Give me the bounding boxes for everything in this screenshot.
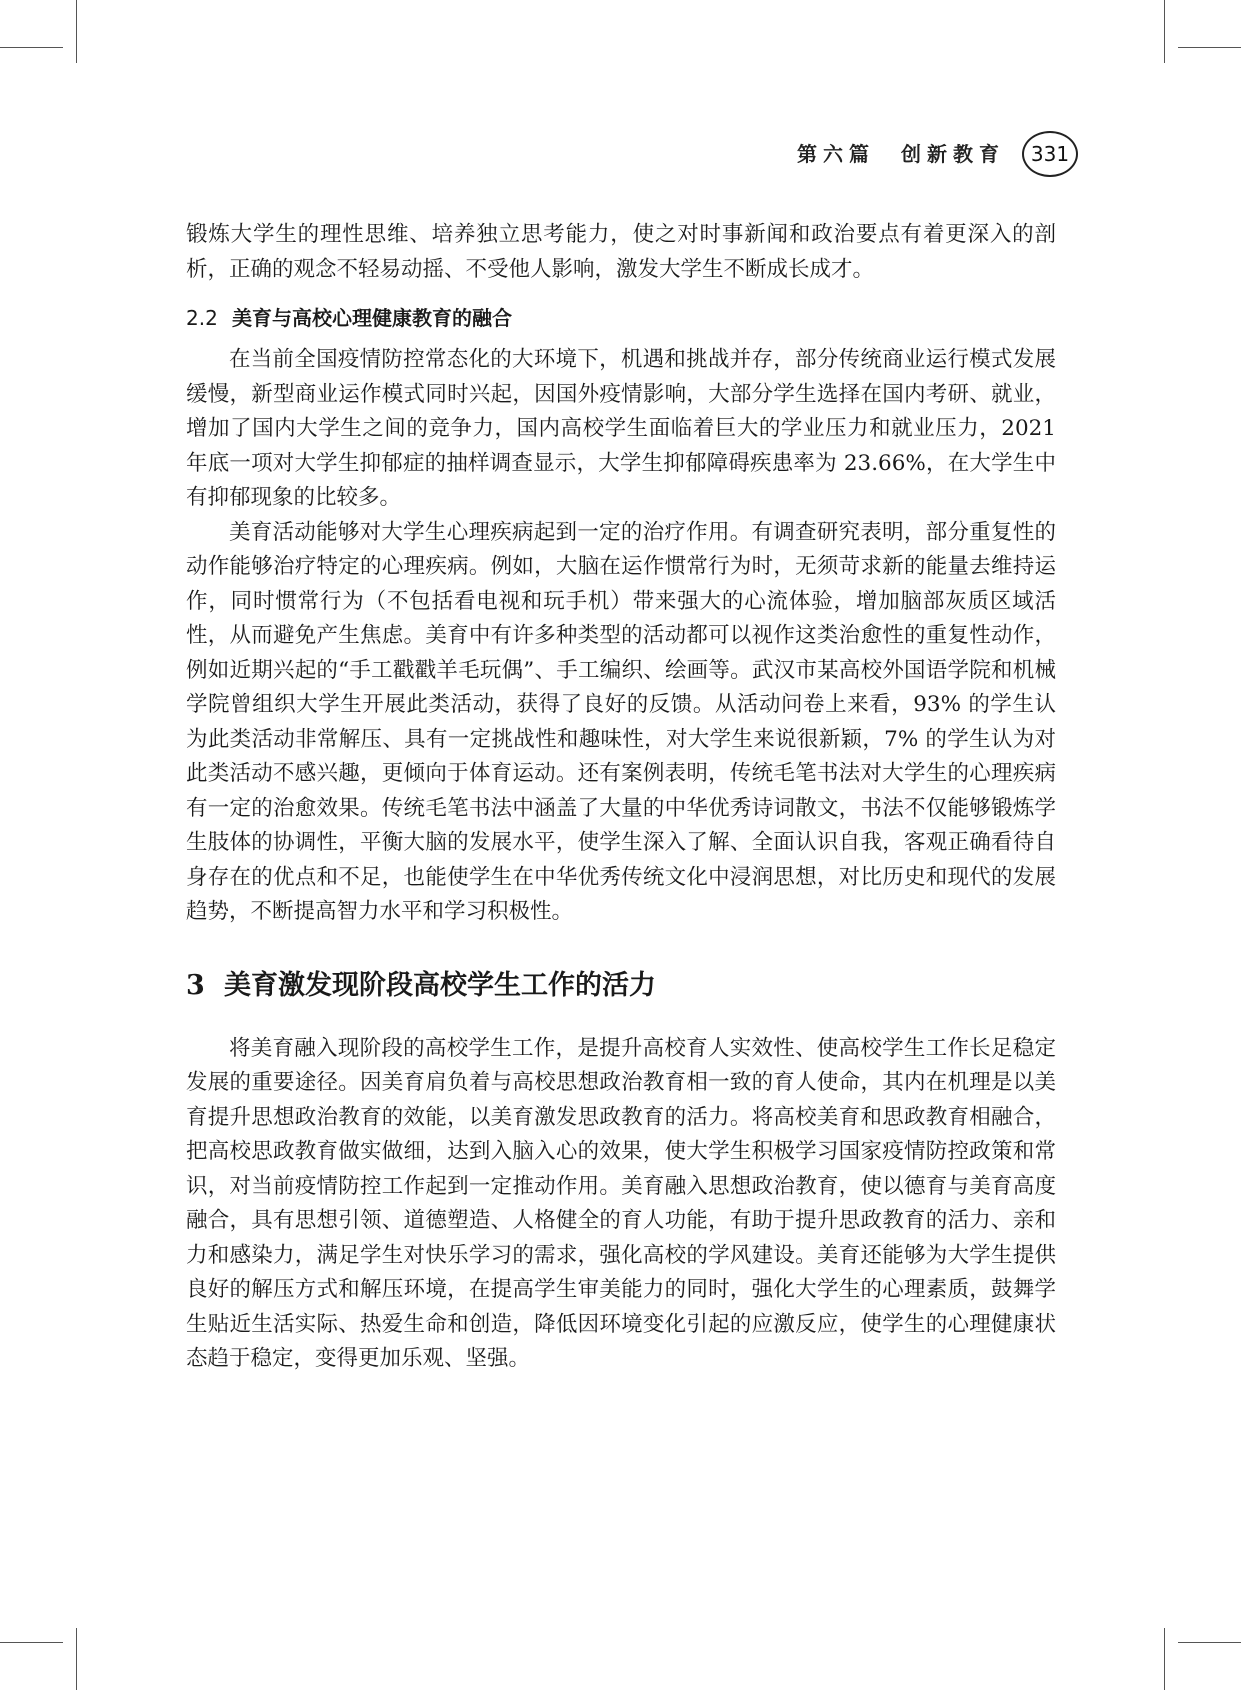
section-number: 3 [186,969,205,1001]
crop-mark-top-right-vertical [1164,0,1165,63]
subsection-number: 2.2 [186,306,218,330]
crop-mark-bottom-right-horizontal [1178,1642,1241,1643]
crop-mark-top-right-horizontal [1178,47,1241,48]
crop-mark-bottom-left-horizontal [0,1642,63,1643]
section-title: 美育激发现阶段高校学生工作的活力 [224,969,656,1001]
subsection-heading [186,303,1056,333]
page-number-badge: 331 [1022,131,1078,177]
running-header-section-title: 第六篇 创新教育 [797,142,1005,166]
crop-mark-bottom-left-vertical [76,1628,77,1690]
paragraph-3: 将美育融入现阶段的高校学生工作，是提升高校育人实效性、使高校学生工作长足稳定发展的重要途径。因美育肩负着与高校思想政治教育相一致的育人使命，其内在机理是以美育提升思想政治教育的效能，以美育激发思政教育的活力。将高校美育和思政教育相融合，把高校思政教育做实做细，达到入脑入心的效果，使大学生积极学习国家疫情防控政策和常识，对当前疫情防控工作起到一定推动作用。美育融入思想政治教育，使以德育与美育高度融合，具有思想引领、道德塑造、人格健全的育人功能，有助于提升思政教育的活力、亲和力和感染力，满足学生对快乐学习的需求，强化高校的学风建设。美育还能够为大学生提供良好的解压方式和解压环境，在提高学生审美能力的同时，强化大学生的心理素质，鼓舞学生贴近生活实际、热爱生命和创造，降低因环境变化引起的应激反应，使学生的心理健康状态趋于稳定，变得更加乐观、坚强。 [186,1035,1056,1371]
section-heading [186,966,1056,1006]
paragraph-2: 美育活动能够对大学生心理疾病起到一定的治疗作用。有调查研究表明，部分重复性的动作能够治疗特定的心理疾病。例如，大脑在运作惯常行为时，无须苛求新的能量去维持运作，同时惯常行为（不包括看电视和玩手机）带来强大的心流体验，增加脑部灰质区域活性，从而避免产生焦虑。美育中有许多种类型的活动都可以视作这类治愈性的重复性动作，例如近期兴起的“手工戳戳羊毛玩偶”、手工编织、绘画等。武汉市某高校外国语学院和机械学院曾组织大学生开展此类活动，获得了良好的反馈。从活动问卷上来看，93% 的学生认为此类活动非常解压、具有一定挑战性和趣味性，对大学生来说很新颖，7% 的学生认为对此类活动不感兴趣，更倾向于体育运动。还有案例表明，传统毛笔书法对大学生的心理疾病有一定的治愈效果。传统毛笔书法中涵盖了大量的中华优秀诗词散文，书法不仅能够锻炼学生肢体的协调性，平衡大脑的发展水平，使学生深入了解、全面认识自我，客观正确看待自身存在的优点和不足，也能使学生在中华优秀传统文化中浸润思想，对比历史和现代的发展趋势，不断提高智力水平和学习积极性。 [186,519,1056,924]
paragraph-1: 在当前全国疫情防控常态化的大环境下，机遇和挑战并存，部分传统商业运行模式发展缓慢，新型商业运作模式同时兴起，因国外疫情影响，大部分学生选择在国内考研、就业，增加了国内大学生之间的竞争力，国内高校学生面临着巨大的学业压力和就业压力，2021年底一项对大学生抑郁症的抽样调查显示，大学生抑郁障碍疾患率为 23.66%，在大学生中有抑郁现象的比较多。 [186,347,1056,510]
page-body [186,218,1056,1377]
crop-mark-bottom-right-vertical [1164,1628,1165,1690]
crop-mark-top-left-vertical [76,0,77,63]
crop-mark-top-left-horizontal [0,47,63,48]
paragraph-intro: 锻炼大学生的理性思维、培养独立思考能力，使之对时事新闻和政治要点有着更深入的剖析，正确的观念不轻易动摇、不受他人影响，激发大学生不断成长成才。 [186,222,1056,282]
subsection-title: 美育与高校心理健康教育的融合 [232,306,512,330]
